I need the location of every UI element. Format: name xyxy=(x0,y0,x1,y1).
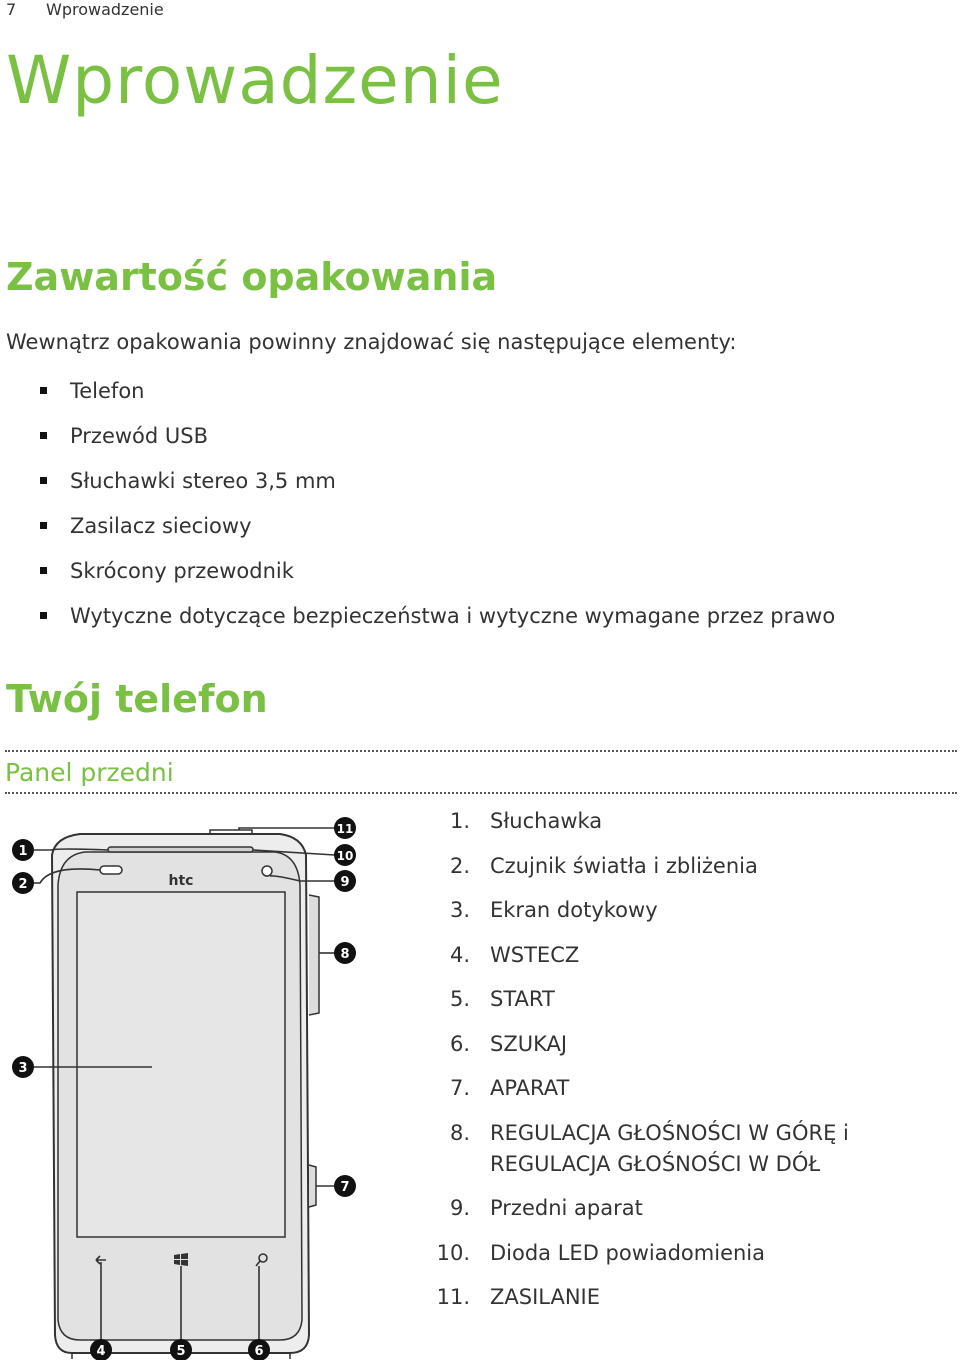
item-number: 11. xyxy=(436,1285,470,1309)
bullet-icon xyxy=(40,477,47,484)
item-label: Przedni aparat xyxy=(490,1196,643,1220)
list-item xyxy=(430,1073,849,1104)
bullet-icon xyxy=(40,432,47,439)
list-item xyxy=(40,557,835,602)
callout-11: 11 xyxy=(336,822,354,836)
callout-1: 1 xyxy=(18,844,28,859)
front-panel-parts-list xyxy=(430,806,849,1327)
list-item-label: Przewód USB xyxy=(70,424,209,448)
item-number: 4. xyxy=(449,942,470,967)
bullet-icon xyxy=(40,522,47,529)
item-label: WSTECZ xyxy=(490,942,580,967)
callout-8: 8 xyxy=(340,947,350,962)
list-item xyxy=(430,1238,849,1269)
list-item xyxy=(430,1193,849,1224)
list-item xyxy=(40,467,835,512)
running-header xyxy=(6,0,164,19)
callout-10: 10 xyxy=(336,849,354,863)
item-number: 5. xyxy=(449,987,470,1011)
list-item xyxy=(40,512,835,557)
list-item xyxy=(430,806,849,837)
item-number: 8. xyxy=(449,1120,470,1145)
list-item-label: Zasilacz sieciowy xyxy=(70,514,252,538)
page-number: 7 xyxy=(6,0,17,19)
item-number: 3. xyxy=(449,898,470,922)
callout-4: 4 xyxy=(96,1344,106,1359)
chapter-title: Wprowadzenie xyxy=(6,42,504,119)
list-item xyxy=(430,984,849,1015)
list-item-label: Telefon xyxy=(70,379,145,403)
callout-3: 3 xyxy=(18,1061,28,1076)
item-number: 2. xyxy=(449,853,470,878)
bullet-icon xyxy=(40,612,47,619)
item-label: START xyxy=(490,987,555,1011)
list-item xyxy=(40,377,835,422)
bullet-icon xyxy=(40,567,47,574)
list-item-label: Skrócony przewodnik xyxy=(70,559,294,583)
subsection-front-panel xyxy=(5,750,957,794)
item-label: Słuchawka xyxy=(490,809,603,833)
box-contents-list xyxy=(40,377,835,647)
item-label: REGULACJA GŁOŚNOŚCI W GÓRĘ i xyxy=(490,1120,849,1145)
callout-7: 7 xyxy=(340,1180,350,1195)
subsection-title: Panel przedni xyxy=(5,758,174,787)
list-item-label: Słuchawki stereo 3,5 mm xyxy=(70,469,336,493)
list-item xyxy=(430,1118,849,1180)
callout-5: 5 xyxy=(176,1344,186,1359)
box-contents-intro: Wewnątrz opakowania powinny znajdować się następujące elementy: xyxy=(6,330,737,354)
item-label: ZASILANIE xyxy=(490,1285,600,1309)
list-item xyxy=(430,1029,849,1060)
list-item xyxy=(430,895,849,926)
callout-9: 9 xyxy=(340,875,350,890)
section-title-your-phone: Twój telefon xyxy=(6,677,268,721)
list-item xyxy=(40,602,835,647)
list-item xyxy=(430,1282,849,1313)
section-title-box-contents: Zawartość opakowania xyxy=(6,255,498,299)
item-number: 10. xyxy=(436,1240,470,1265)
item-number: 6. xyxy=(449,1031,470,1056)
item-label-continued: REGULACJA GŁOŚNOŚCI W DÓŁ xyxy=(490,1151,821,1176)
item-number: 1. xyxy=(449,809,470,833)
callout-2: 2 xyxy=(18,877,28,892)
item-number: 7. xyxy=(449,1076,470,1100)
callout-6: 6 xyxy=(254,1344,264,1359)
item-label: SZUKAJ xyxy=(490,1031,568,1056)
running-title: Wprowadzenie xyxy=(46,0,164,19)
item-label: Ekran dotykowy xyxy=(490,898,658,922)
list-item xyxy=(40,422,835,467)
list-item-label: Wytyczne dotyczące bezpieczeństwa i wytyczne wymagane przez prawo xyxy=(70,604,836,628)
item-number: 9. xyxy=(449,1196,470,1220)
item-label: APARAT xyxy=(490,1076,570,1100)
phone-front-illustration xyxy=(0,815,420,1360)
item-label: Czujnik światła i zbliżenia xyxy=(490,853,758,878)
htc-logo: htc xyxy=(168,873,194,889)
item-label: Dioda LED powiadomienia xyxy=(490,1240,765,1265)
bullet-icon xyxy=(40,387,47,394)
list-item xyxy=(430,940,849,971)
list-item xyxy=(430,851,849,882)
